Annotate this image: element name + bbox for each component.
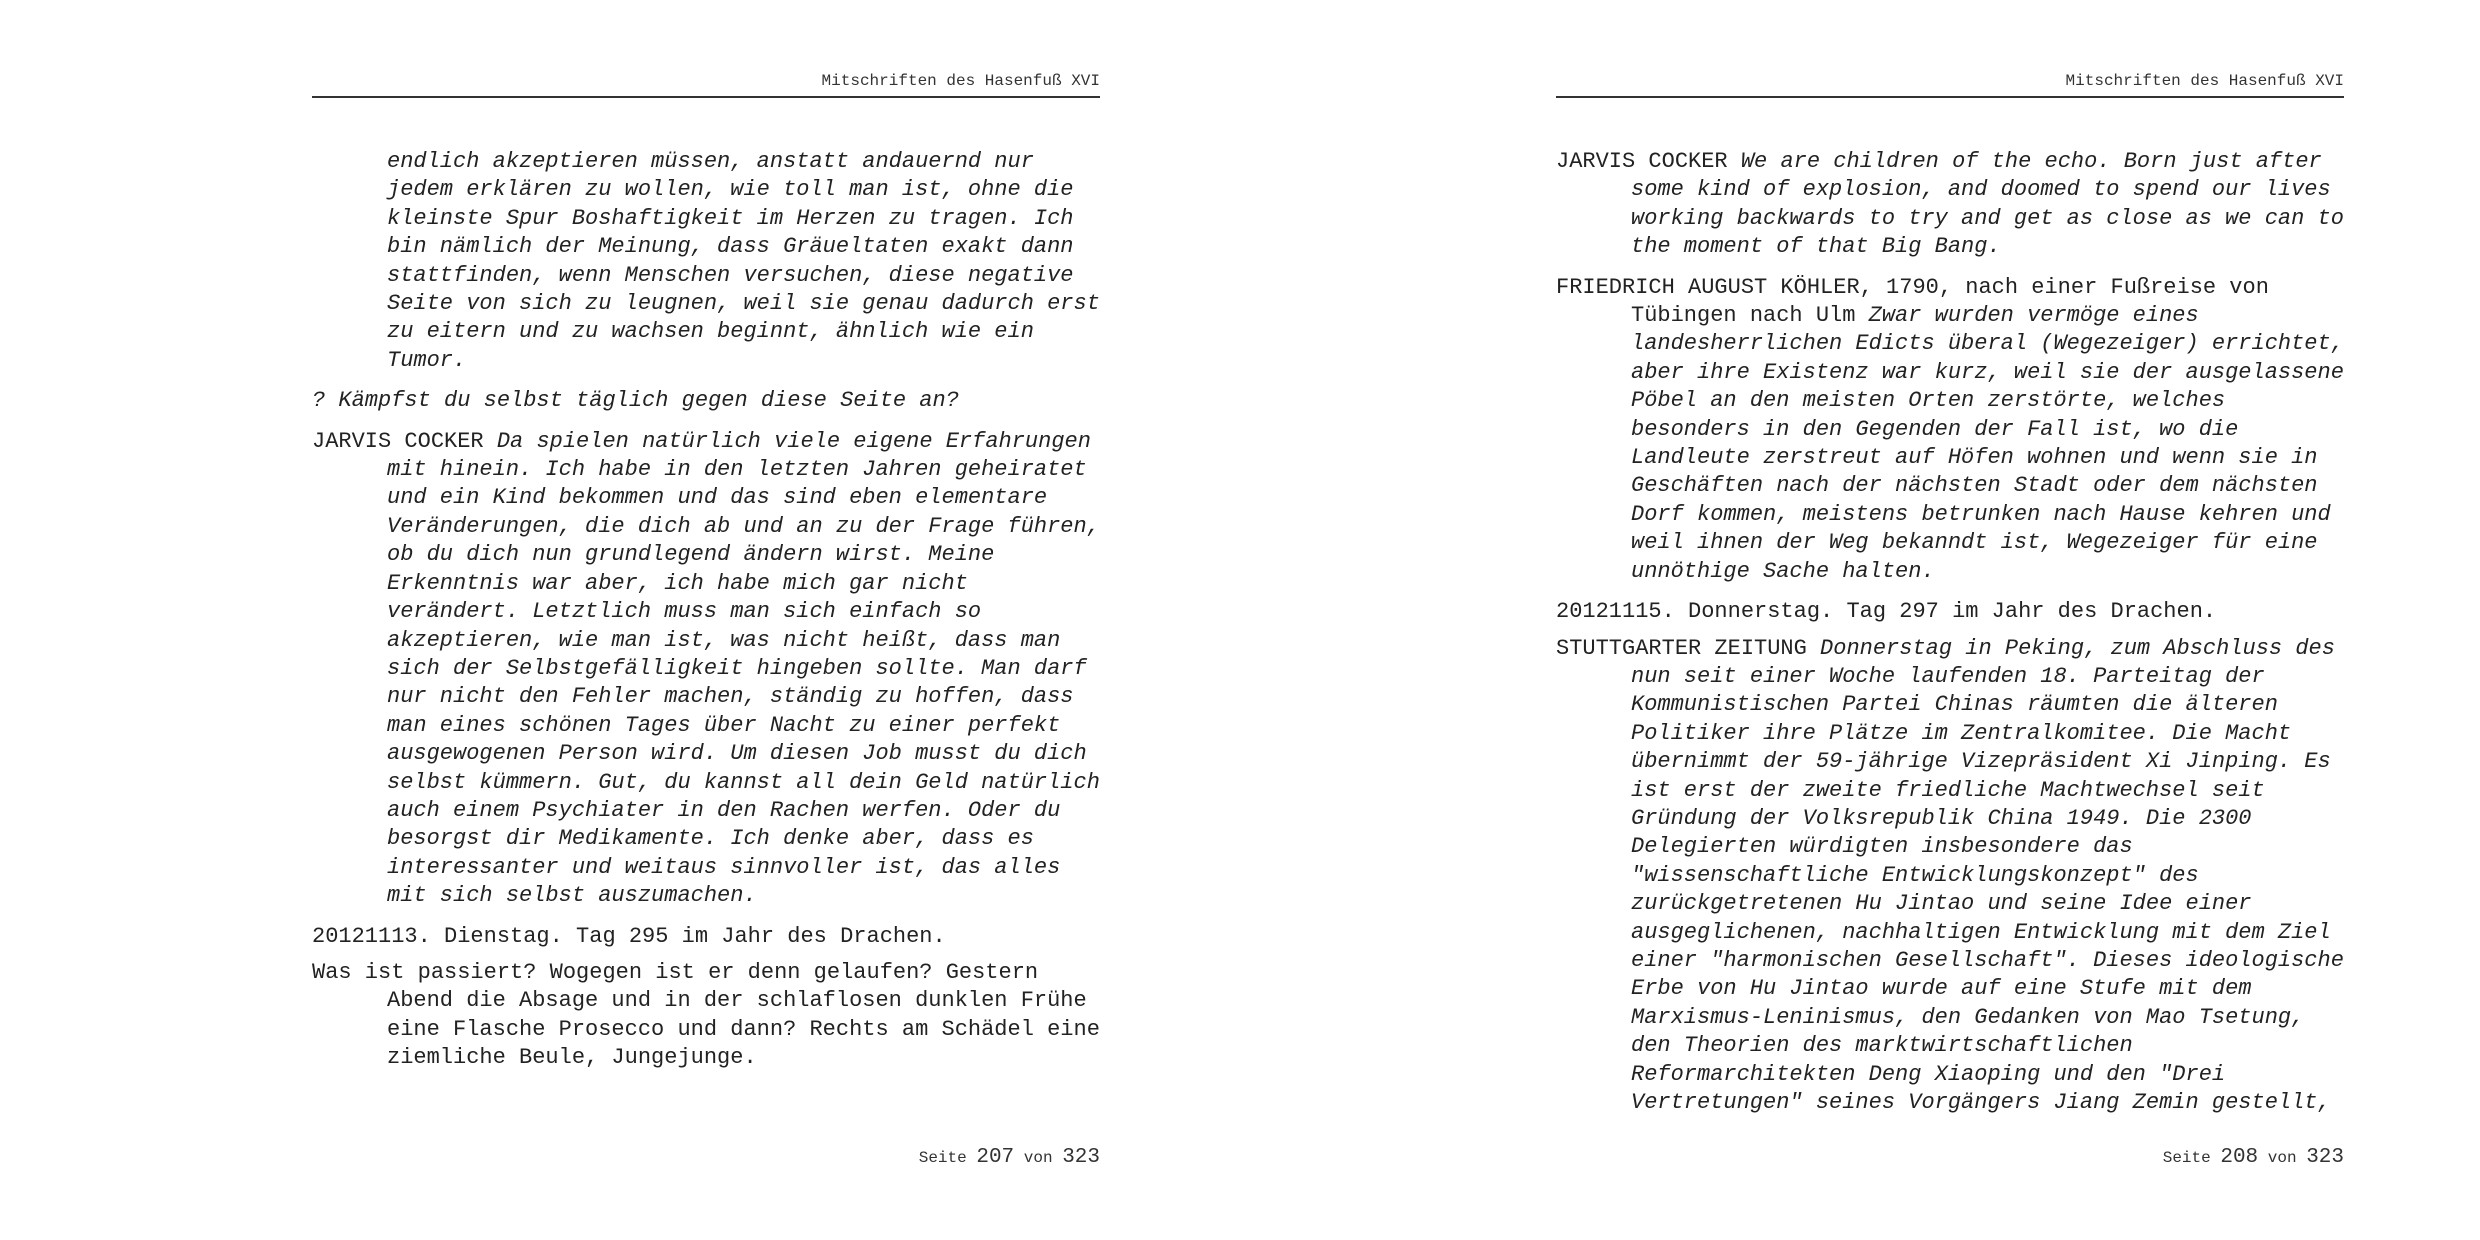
total-pages: 323 — [2306, 1146, 2344, 1169]
diary-date-entry: 20121113. Dienstag. Tag 295 im Jahr des Drachen. — [312, 923, 946, 949]
diary-date-entry: 20121115. Donnerstag. Tag 297 im Jahr des Drachen. — [1556, 599, 2217, 625]
page-header: Mitschriften des Hasenfuß XVI — [821, 72, 1100, 90]
total-pages: 323 — [1062, 1146, 1100, 1169]
footer-von: von — [2267, 1149, 2297, 1167]
page-body — [1556, 148, 2344, 1129]
page-number: 207 — [976, 1146, 1015, 1169]
diary-paragraph: Was ist passiert? Wogegen ist er denn gelaufen? Gestern Abend die Absage und in der schlaflosen dunklen Frühe eine Flasche Prosecco und dann? Rechts am Schädel eine ziemliche Beule, Jungejunge. — [312, 959, 1100, 1071]
quote-text: Zwar wurden vermöge eines landesherrlichen Edicts überal (Wegezeiger) errichtet, aber ihre Existenz war kurz, weil sie der ausgelassene Pöbel an den meisten Orten zerstörte, welches besonders in den Gegenden der Fall ist, wo die Landleute zerstreut auf Höfen wohnen und wenn sie in Geschäften nach der nächsten Stadt oder dem nächsten Dorf kommen, meistens betrunken nach Hause kehren und weil ihnen der Weg bekanndt ist, Wegezeiger für eine unnöthige Sache halten. — [1631, 303, 2344, 584]
speaker-name: STUTTGARTER ZEITUNG — [1556, 635, 1807, 661]
header-rule — [312, 96, 1100, 98]
speaker-name: JARVIS COCKER — [1556, 149, 1728, 174]
quote-text: Da spielen natürlich viele eigene Erfahrungen mit hinein. Ich habe in den letzten Jahren geheiratet und ein Kind bekommen und das sind eben elementare Veränderungen, die dich ab und an zu der Frage führen, ob du dich nun grundlegend ändern wirst. Meine Erkenntnis war aber, ich habe mich gar nicht verändert. Letztlich muss man sich einfach so akzeptieren, wie man ist, was nicht heißt, dass man sich der Selbstgefälligkeit hingeben sollte. Man darf nur nicht den Fehler machen, ständig zu hoffen, dass man eines schönen Tages über Nacht zu einer perfekt ausgewogenen Person wird. Um diesen Job musst du dich selbst kümmern. Gut, du kannst all dein Geld natürlich auch einem Psychiater in den Rachen werfen. Oder du besorgst dir Medikamente. Ich denke aber, dass es interessanter und weitaus sinnvoller ist, das alles mit sich selbst auszumachen. — [387, 428, 1100, 909]
jarvis-cocker-quote — [312, 428, 1100, 911]
interview-question: ? Kämpfst du selbst täglich gegen diese Seite an? — [312, 388, 959, 414]
speaker-name: JARVIS COCKER — [312, 428, 484, 454]
header-rule — [1556, 96, 2344, 98]
continued-quote: endlich akzeptieren müssen, anstatt andauernd nur jedem erklären zu wollen, wie toll man ist, ohne die kleinste Spur Boshaftigkeit im Herzen zu tragen. Ich bin nämlich der Meinung, dass Gräueltaten exakt dann stattfinden, wenn Menschen versuchen, diese negative Seite von sich zu leugnen, weil sie genau dadurch erst zu eitern und zu wachsen beginnt, ähnlich wie ein Tumor. — [387, 149, 1100, 373]
footer-prefix: Seite — [2162, 1149, 2211, 1167]
stuttgarter-zeitung-quote — [1556, 635, 2344, 1118]
page-footer — [919, 1146, 1100, 1169]
page-number: 208 — [2220, 1146, 2259, 1169]
right-page — [1556, 0, 2344, 1240]
footer-von: von — [1023, 1149, 1053, 1167]
page-body — [312, 148, 1100, 1085]
speaker-name: FRIEDRICH AUGUST KÖHLER, 1790, nach einer Fußreise von Tübingen nach Ulm — [1556, 274, 2269, 329]
page-footer — [2163, 1146, 2344, 1169]
quote-text: Donnerstag in Peking, zum Abschluss des nun seit einer Woche laufenden 18. Parteitag der Kommunistischen Partei Chinas räumten die älteren Politiker ihre Plätze im Zentralkomitee. Die Macht übernimmt der 59-jährige Vizepräsident Xi Jinping. Es ist erst der zweite friedliche Machtwechsel seit Gründung der Volksrepublik China 1949. Die 2300 Delegierten würdigten insbesondere das "wissenschaftliche Entwicklungskonzept" des zurückgetretenen Hu Jintao und seine Idee einer ausgeglichenen, nachhaltigen Entwicklung mit dem Ziel einer "harmonischen Gesellschaft". Dieses ideologische Erbe von Hu Jintao wurde auf eine Stufe mit dem Marxismus-Leninismus, den Gedanken von Mao Tsetung, den Theorien des marktwirtschaftlichen Reformarchitekten Deng Xiaoping und den "Drei Vertretungen" seines Vorgängers Jiang Zemin gestellt, — [1631, 635, 2344, 1115]
jarvis-cocker-quote — [1556, 148, 2344, 262]
footer-prefix: Seite — [918, 1149, 967, 1167]
page-header: Mitschriften des Hasenfuß XVI — [2065, 72, 2344, 90]
left-page — [312, 0, 1100, 1240]
quote-text: We are children of the echo. Born just after some kind of explosion, and doomed to spend our lives working backwards to try and get as close as we can to the moment of that Big Bang. — [1631, 149, 2344, 260]
koehler-quote — [1556, 274, 2344, 586]
